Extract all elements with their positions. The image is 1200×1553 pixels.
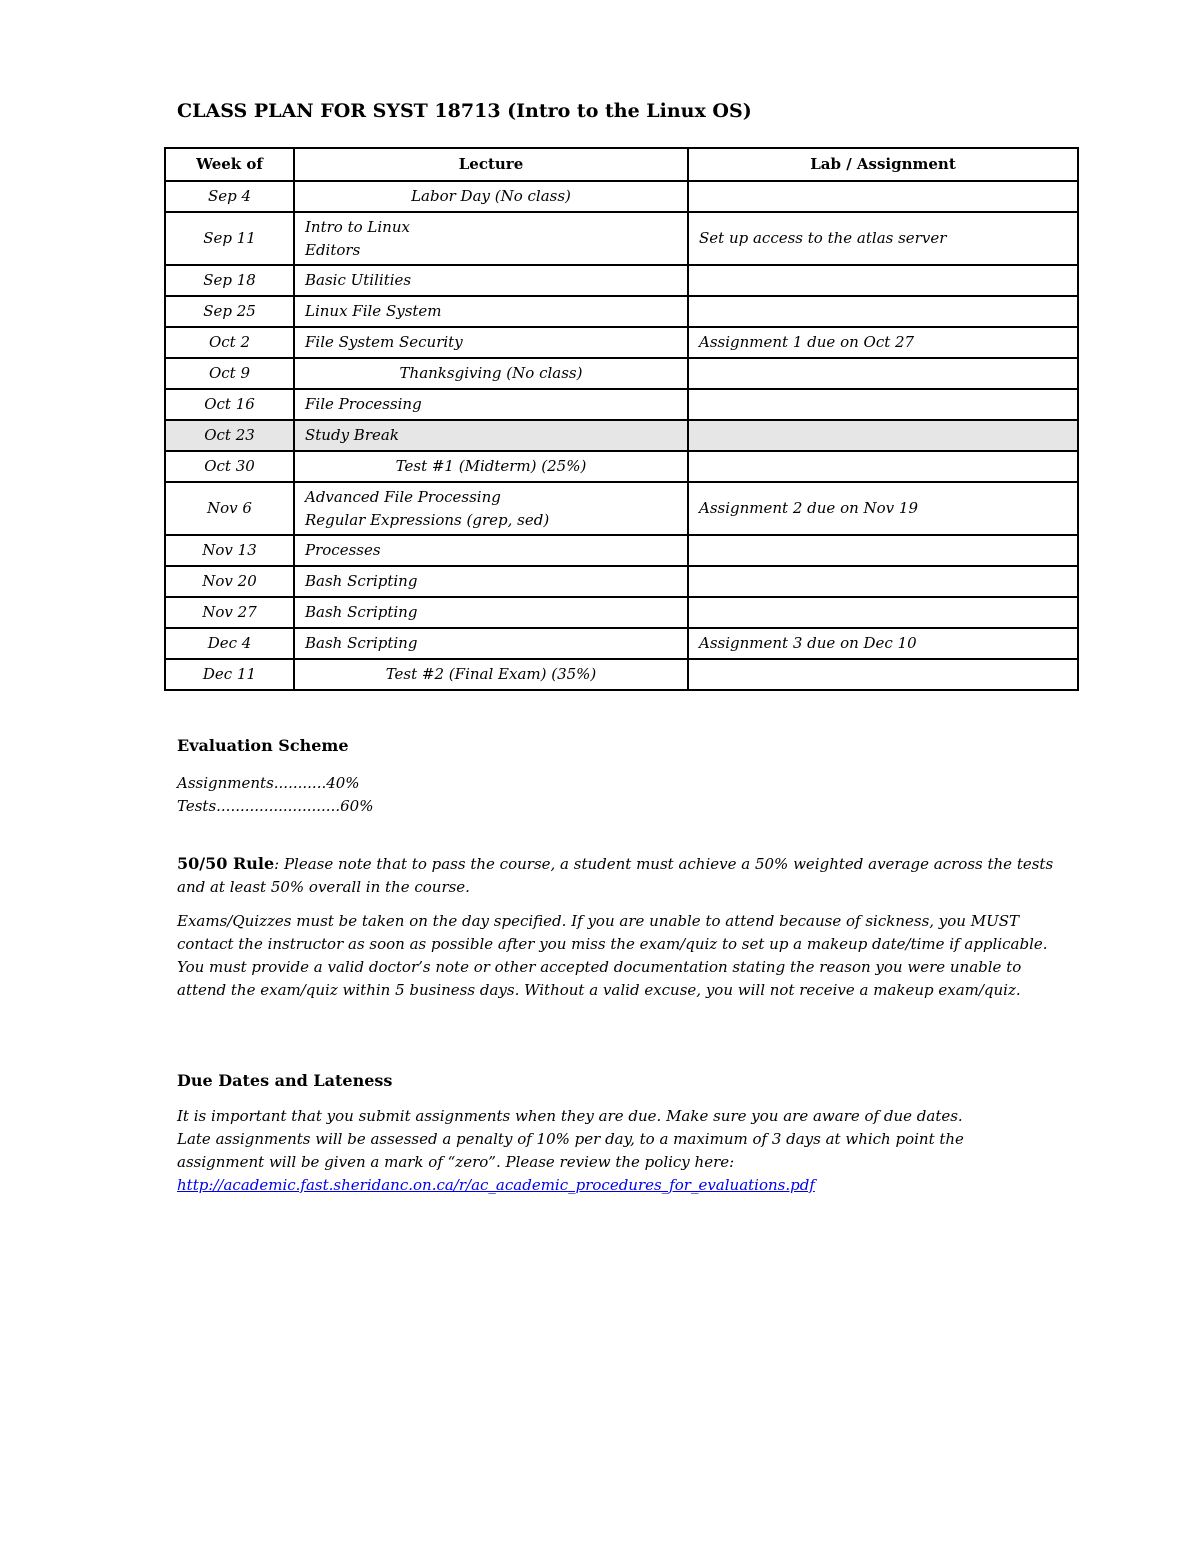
fifty-fifty-rule-label: 50/50 Rule: [177, 854, 275, 873]
table-header-row: [165, 148, 1078, 181]
table-row: [165, 265, 1078, 296]
lab-cell: Assignment 2 due on Nov 19: [688, 482, 1078, 535]
lab-cell: Set up access to the atlas server: [688, 212, 1078, 265]
lab-cell: Assignment 3 due on Dec 10: [688, 628, 1078, 659]
week-cell: Sep 4: [165, 181, 294, 212]
week-cell: Nov 13: [165, 535, 294, 566]
table-row: [165, 535, 1078, 566]
lecture-cell: Test #1 (Midterm) (25%): [294, 451, 688, 482]
table-row: [165, 420, 1078, 451]
week-cell: Nov 27: [165, 597, 294, 628]
lecture-cell: [294, 212, 688, 265]
fifty-fifty-rule-text: : Please note that to pass the course, a student must achieve a 50% weighted average across the tests and at least 50% overall in the course.: [177, 855, 1054, 896]
lab-cell: [688, 597, 1078, 628]
week-cell: Oct 23: [165, 420, 294, 451]
lab-cell: [688, 181, 1078, 212]
lecture-cell: Bash Scripting: [294, 597, 688, 628]
lecture-cell: Test #2 (Final Exam) (35%): [294, 659, 688, 690]
week-cell: Oct 30: [165, 451, 294, 482]
week-cell: Nov 20: [165, 566, 294, 597]
week-cell: Sep 18: [165, 265, 294, 296]
table-row: [165, 659, 1078, 690]
lab-cell: [688, 265, 1078, 296]
lecture-cell: Bash Scripting: [294, 566, 688, 597]
policy-link[interactable]: http://academic.fast.sheridanc.on.ca/r/ac_academic_procedures_for_evaluations.pdf: [177, 1176, 815, 1194]
header-lecture: Lecture: [294, 148, 688, 181]
table-row: [165, 181, 1078, 212]
week-cell: Dec 11: [165, 659, 294, 690]
lecture-cell: File Processing: [294, 389, 688, 420]
header-lab-assignment: Lab / Assignment: [688, 148, 1078, 181]
exams-policy-paragraph: Exams/Quizzes must be taken on the day specified. If you are unable to attend because of sickness, you MUST contact the instructor as soon as possible after you miss the exam/quiz to set up a makeup date/time if applicable. You must provide a valid doctor’s note or other accepted documentation stating the reason you were unable to attend the exam/quiz within 5 business days. Without a valid excuse, you will not receive a makeup exam/quiz.: [177, 912, 1048, 999]
evaluation-scheme-list: [177, 772, 373, 818]
lecture-cell: [294, 482, 688, 535]
lecture-cell: Study Break: [294, 420, 688, 451]
lecture-line: Advanced File Processing: [305, 487, 501, 506]
lecture-line: Intro to Linux: [305, 217, 410, 236]
evaluation-tests-line: Tests..........................60%: [177, 797, 374, 815]
week-cell: Sep 25: [165, 296, 294, 327]
lab-cell: [688, 451, 1078, 482]
week-cell: Dec 4: [165, 628, 294, 659]
lecture-cell: Basic Utilities: [294, 265, 688, 296]
due-dates-heading: Due Dates and Lateness: [177, 1071, 393, 1090]
week-cell: Oct 16: [165, 389, 294, 420]
lecture-cell: File System Security: [294, 327, 688, 358]
lecture-cell: Labor Day (No class): [294, 181, 688, 212]
lab-cell: [688, 389, 1078, 420]
lab-cell: [688, 535, 1078, 566]
week-cell: Nov 6: [165, 482, 294, 535]
lecture-cell: Thanksgiving (No class): [294, 358, 688, 389]
lab-cell: Assignment 1 due on Oct 27: [688, 327, 1078, 358]
table-row: [165, 296, 1078, 327]
page-title: CLASS PLAN FOR SYST 18713 (Intro to the Linux OS): [177, 100, 752, 122]
header-week-of: Week of: [165, 148, 294, 181]
table-row: [165, 566, 1078, 597]
lab-cell: [688, 420, 1078, 451]
table-row: [165, 482, 1078, 535]
class-plan-table: [164, 147, 1079, 691]
lecture-cell: Processes: [294, 535, 688, 566]
lab-cell: [688, 296, 1078, 327]
table-row: [165, 597, 1078, 628]
lecture-line: Regular Expressions (grep, sed): [305, 510, 550, 529]
table-row: [165, 212, 1078, 265]
week-cell: Sep 11: [165, 212, 294, 265]
lecture-line: Editors: [305, 240, 361, 259]
table-row: [165, 389, 1078, 420]
fifty-fifty-rule-paragraph: [177, 852, 1057, 899]
table-row: [165, 327, 1078, 358]
due-dates-paragraph: [177, 1105, 997, 1197]
table-row: [165, 358, 1078, 389]
due-dates-text: It is important that you submit assignments when they are due. Make sure you are aware of due dates. Late assignments will be assessed a penalty of 10% per day, to a maximum of 3 days at which point the assignment will be given a mark of “zero”. Please review the policy here:: [177, 1107, 964, 1171]
lecture-cell: Bash Scripting: [294, 628, 688, 659]
table-row: [165, 451, 1078, 482]
lab-cell: [688, 566, 1078, 597]
evaluation-scheme-heading: Evaluation Scheme: [177, 736, 349, 755]
lab-cell: [688, 659, 1078, 690]
week-cell: Oct 9: [165, 358, 294, 389]
lab-cell: [688, 358, 1078, 389]
table-row: [165, 628, 1078, 659]
evaluation-assignments-line: Assignments...........40%: [177, 774, 360, 792]
week-cell: Oct 2: [165, 327, 294, 358]
lecture-cell: Linux File System: [294, 296, 688, 327]
